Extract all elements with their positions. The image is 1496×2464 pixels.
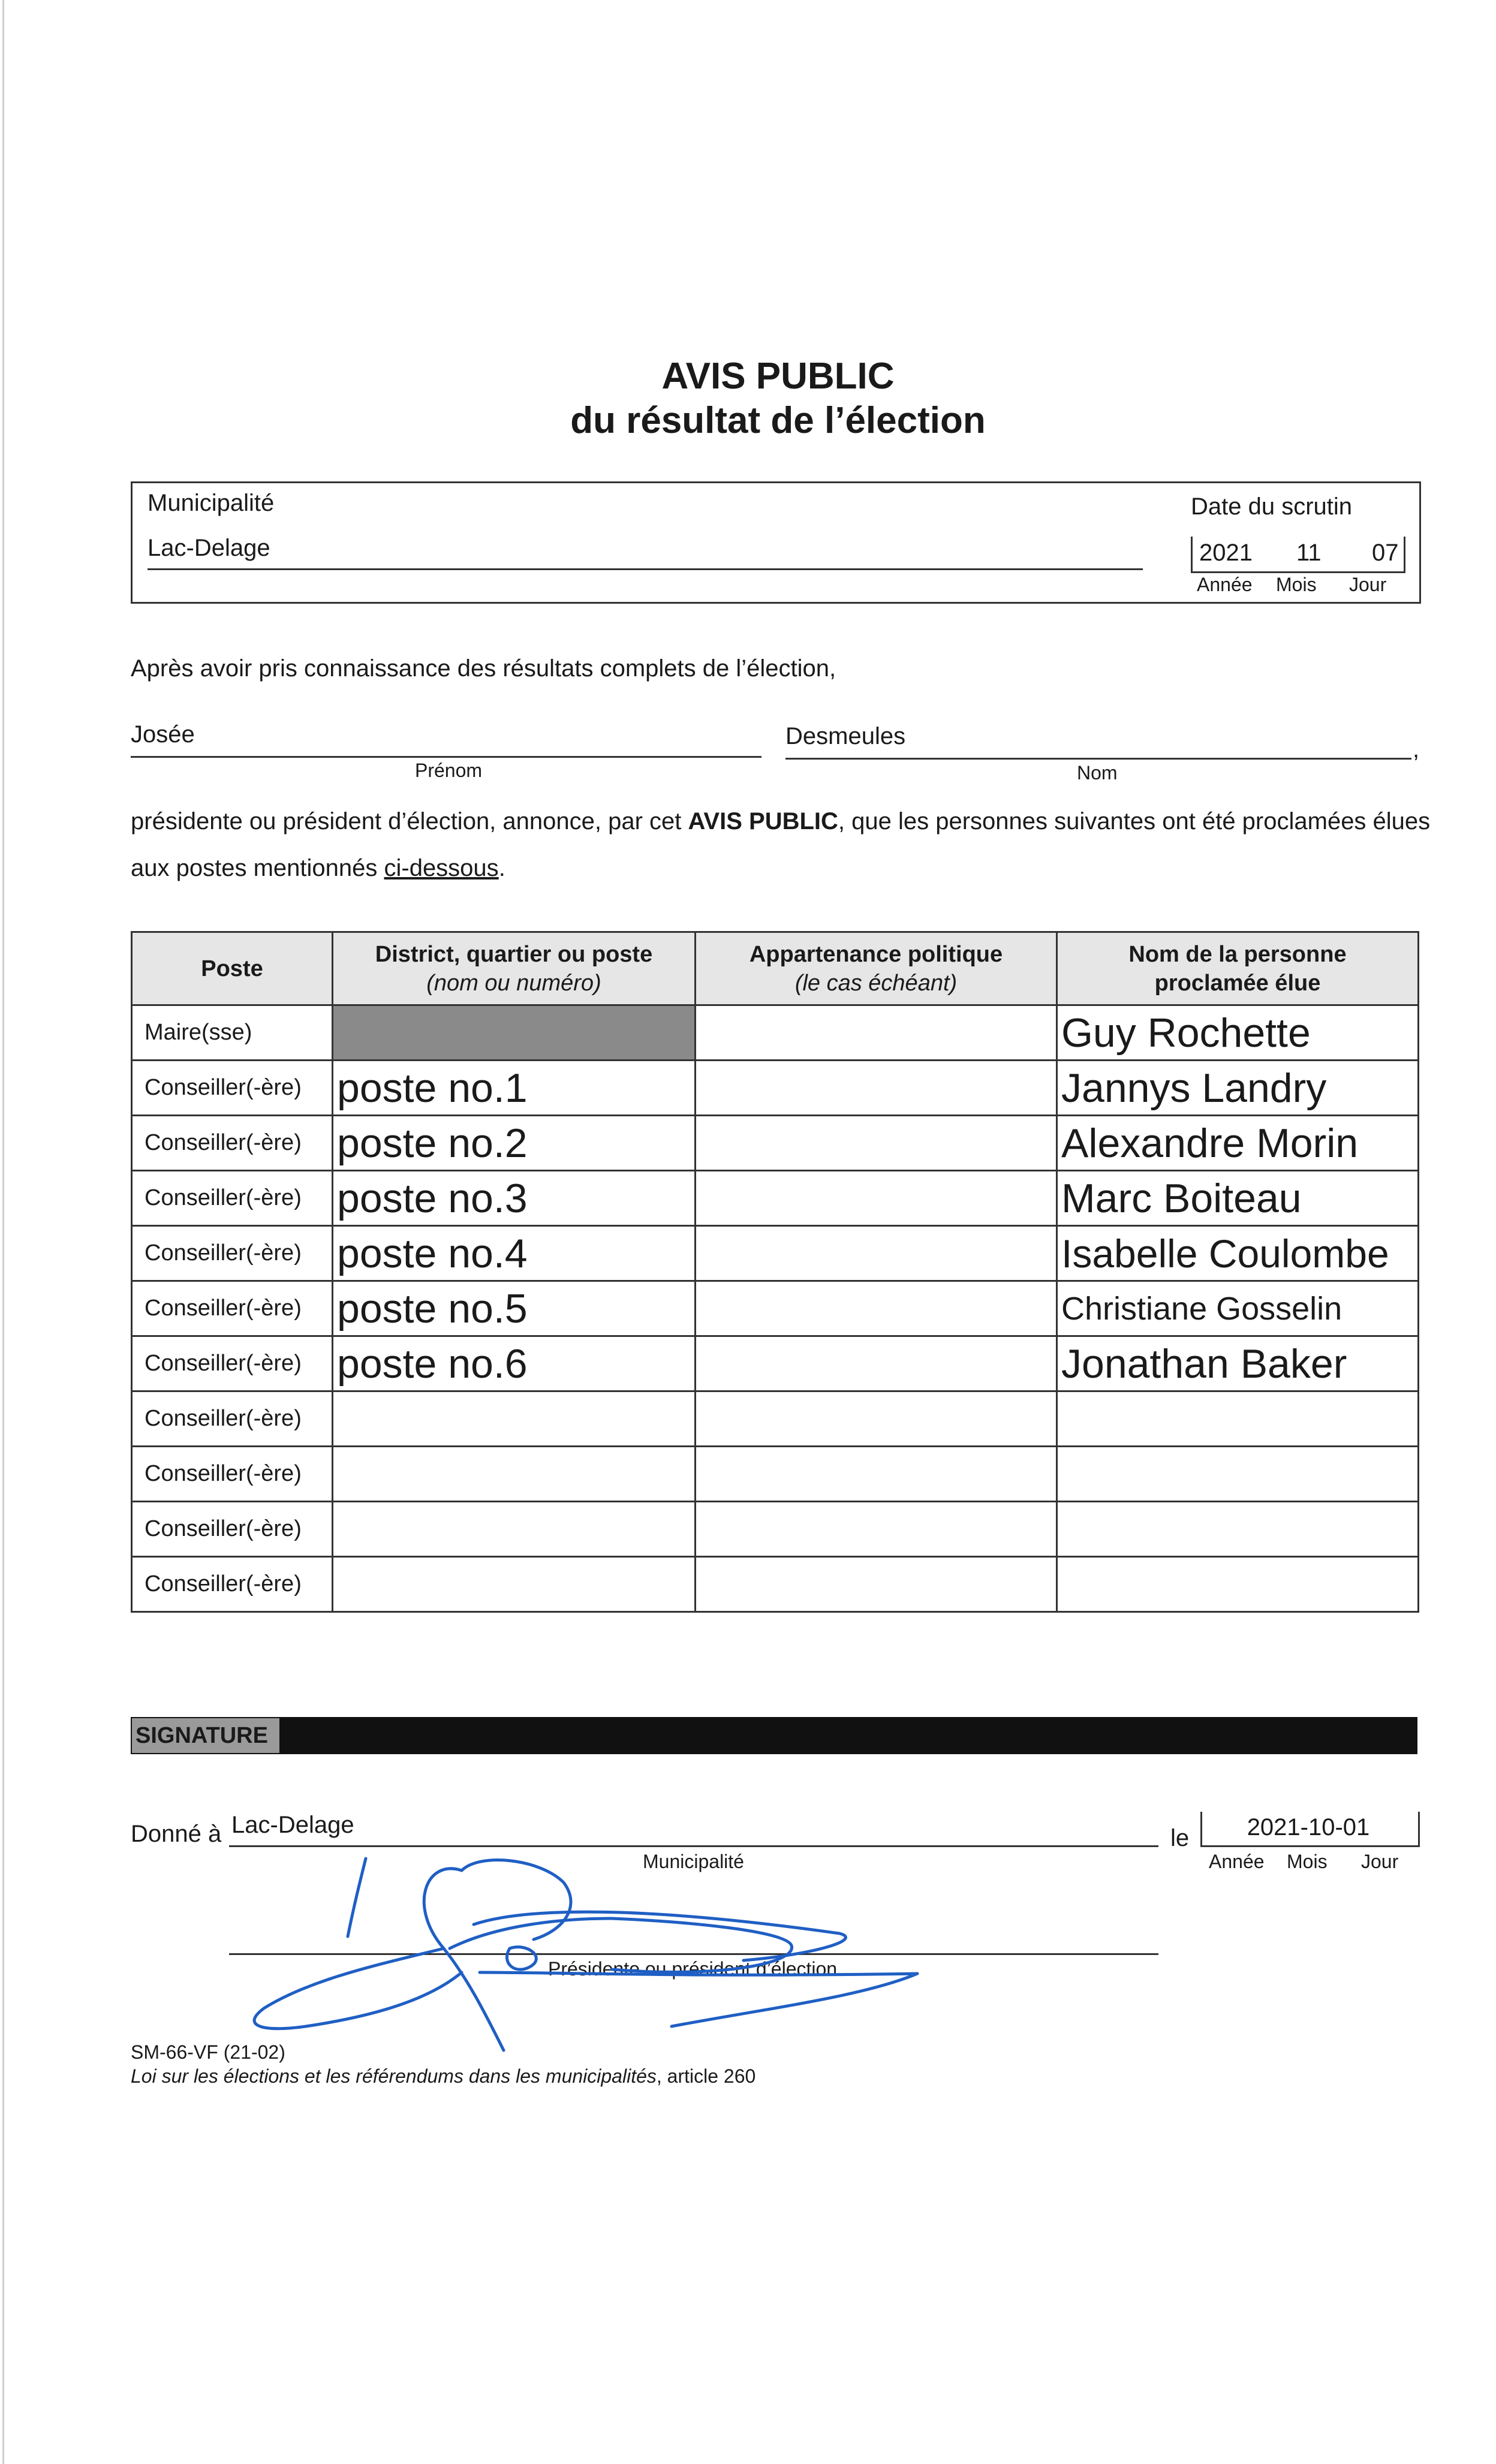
row-elu: Alexandre Morin <box>1057 1116 1419 1171</box>
row-district: poste no.2 <box>333 1116 696 1171</box>
header-parti <box>696 932 1057 1005</box>
date-scrutin-label: Date du scrutin <box>1191 493 1353 520</box>
row-poste: Maire(sse) <box>132 1005 333 1061</box>
row-poste: Conseiller(-ère) <box>132 1281 333 1336</box>
first-name-label: Prénom <box>415 760 483 781</box>
table-row <box>132 1061 1419 1116</box>
page-subtitle: du résultat de l’élection <box>570 400 986 441</box>
row-elu: Jannys Landry <box>1057 1061 1419 1116</box>
law-title: Loi sur les élections et les référendums dans les municipalités <box>131 2065 657 2087</box>
row-district: poste no.4 <box>333 1226 696 1281</box>
row-parti <box>696 1391 1057 1447</box>
announcement-line2-prefix: aux postes mentionnés <box>131 855 384 881</box>
row-parti <box>696 1502 1057 1557</box>
sig-month-label: Mois <box>1287 1851 1328 1872</box>
header-elu: Nom de la personne proclamée élue <box>1057 932 1419 1005</box>
table-row <box>132 1502 1419 1557</box>
row-district <box>333 1391 696 1447</box>
announcement-line2 <box>131 855 505 882</box>
row-district <box>333 1557 696 1612</box>
row-elu: Guy Rochette <box>1057 1005 1419 1061</box>
signature-bar <box>131 1717 1417 1754</box>
le-label: le <box>1170 1825 1190 1851</box>
header-poste: Poste <box>132 932 333 1005</box>
first-name-field: Josée <box>131 721 761 758</box>
row-parti <box>696 1557 1057 1612</box>
row-parti <box>696 1171 1057 1226</box>
date-month: 11 <box>1296 540 1322 566</box>
row-elu <box>1057 1447 1419 1502</box>
announcement-line1 <box>131 808 1431 835</box>
sig-year-label: Année <box>1209 1851 1265 1872</box>
intro-text: Après avoir pris connaissance des résultats complets de l’élection, <box>131 655 836 682</box>
row-parti <box>696 1336 1057 1391</box>
row-poste: Conseiller(-ère) <box>132 1336 333 1391</box>
table-row <box>132 1281 1419 1336</box>
row-elu: Christiane Gosselin <box>1057 1281 1419 1336</box>
announcement-part2: , que les personnes suivantes ont été proclamées élues <box>838 808 1431 835</box>
sig-day-label: Jour <box>1361 1851 1399 1872</box>
last-name-field: Desmeules <box>785 723 1411 760</box>
header-district-sub: (nom ou numéro) <box>426 970 601 996</box>
row-parti <box>696 1226 1057 1281</box>
row-district: poste no.1 <box>333 1061 696 1116</box>
announcement-line2-suffix: . <box>498 855 505 881</box>
header-district-title: District, quartier ou poste <box>375 941 653 967</box>
page-title: AVIS PUBLIC <box>661 356 895 397</box>
year-label: Année <box>1197 574 1253 595</box>
law-reference <box>131 2065 755 2088</box>
row-poste: Conseiller(-ère) <box>132 1391 333 1447</box>
handwritten-signature <box>228 1835 947 2062</box>
municipality-field: Lac-Delage <box>148 535 1143 570</box>
table-row <box>132 1005 1419 1061</box>
row-poste: Conseiller(-ère) <box>132 1116 333 1171</box>
row-district: poste no.6 <box>333 1336 696 1391</box>
row-parti <box>696 1116 1057 1171</box>
row-district-shaded <box>333 1005 696 1061</box>
last-name-comma: , <box>1413 736 1420 763</box>
last-name-label: Nom <box>1077 762 1118 784</box>
table-row <box>132 1447 1419 1502</box>
table-row <box>132 1391 1419 1447</box>
month-label: Mois <box>1276 574 1317 595</box>
row-poste: Conseiller(-ère) <box>132 1557 333 1612</box>
law-article: , article 260 <box>656 2065 756 2087</box>
row-poste: Conseiller(-ère) <box>132 1171 333 1226</box>
row-elu: Marc Boiteau <box>1057 1171 1419 1226</box>
date-day: 07 <box>1372 540 1399 566</box>
row-parti <box>696 1005 1057 1061</box>
table-row <box>132 1171 1419 1226</box>
signer-label: Présidente ou président d’élection <box>548 1958 838 1980</box>
announcement-part1: présidente ou président d’élection, annonce, par cet <box>131 808 688 835</box>
row-poste: Conseiller(-ère) <box>132 1061 333 1116</box>
row-district <box>333 1447 696 1502</box>
table-row <box>132 1116 1419 1171</box>
row-poste: Conseiller(-ère) <box>132 1447 333 1502</box>
row-elu: Jonathan Baker <box>1057 1336 1419 1391</box>
row-parti <box>696 1061 1057 1116</box>
row-elu <box>1057 1557 1419 1612</box>
header-district <box>333 932 696 1005</box>
ci-dessous-link: ci-dessous <box>384 855 499 881</box>
municipality-label: Municipalité <box>148 490 275 516</box>
row-poste: Conseiller(-ère) <box>132 1226 333 1281</box>
row-district <box>333 1502 696 1557</box>
header-parti-title: Appartenance politique <box>749 941 1003 967</box>
results-table <box>131 931 1419 1613</box>
table-row <box>132 1226 1419 1281</box>
announcement-bold: AVIS PUBLIC <box>688 808 838 835</box>
donne-a-label: Donné à <box>131 1821 222 1847</box>
row-parti <box>696 1281 1057 1336</box>
signature-date: 2021-10-01 <box>1247 1814 1370 1841</box>
row-parti <box>696 1447 1057 1502</box>
header-parti-sub: (le cas échéant) <box>794 970 958 996</box>
signature-section-label: SIGNATURE <box>132 1718 279 1753</box>
row-elu: Isabelle Coulombe <box>1057 1226 1419 1281</box>
row-district: poste no.3 <box>333 1171 696 1226</box>
table-header-row <box>132 932 1419 1005</box>
signature-municipality-value: Lac-Delage <box>231 1812 354 1838</box>
table-row <box>132 1336 1419 1391</box>
row-elu <box>1057 1391 1419 1447</box>
row-district: poste no.5 <box>333 1281 696 1336</box>
row-elu <box>1057 1502 1419 1557</box>
form-code: SM-66-VF (21-02) <box>131 2041 285 2063</box>
day-label: Jour <box>1349 574 1387 595</box>
date-year: 2021 <box>1199 540 1253 566</box>
signature-municipality-label: Municipalité <box>643 1851 744 1872</box>
table-row <box>132 1557 1419 1612</box>
row-poste: Conseiller(-ère) <box>132 1502 333 1557</box>
